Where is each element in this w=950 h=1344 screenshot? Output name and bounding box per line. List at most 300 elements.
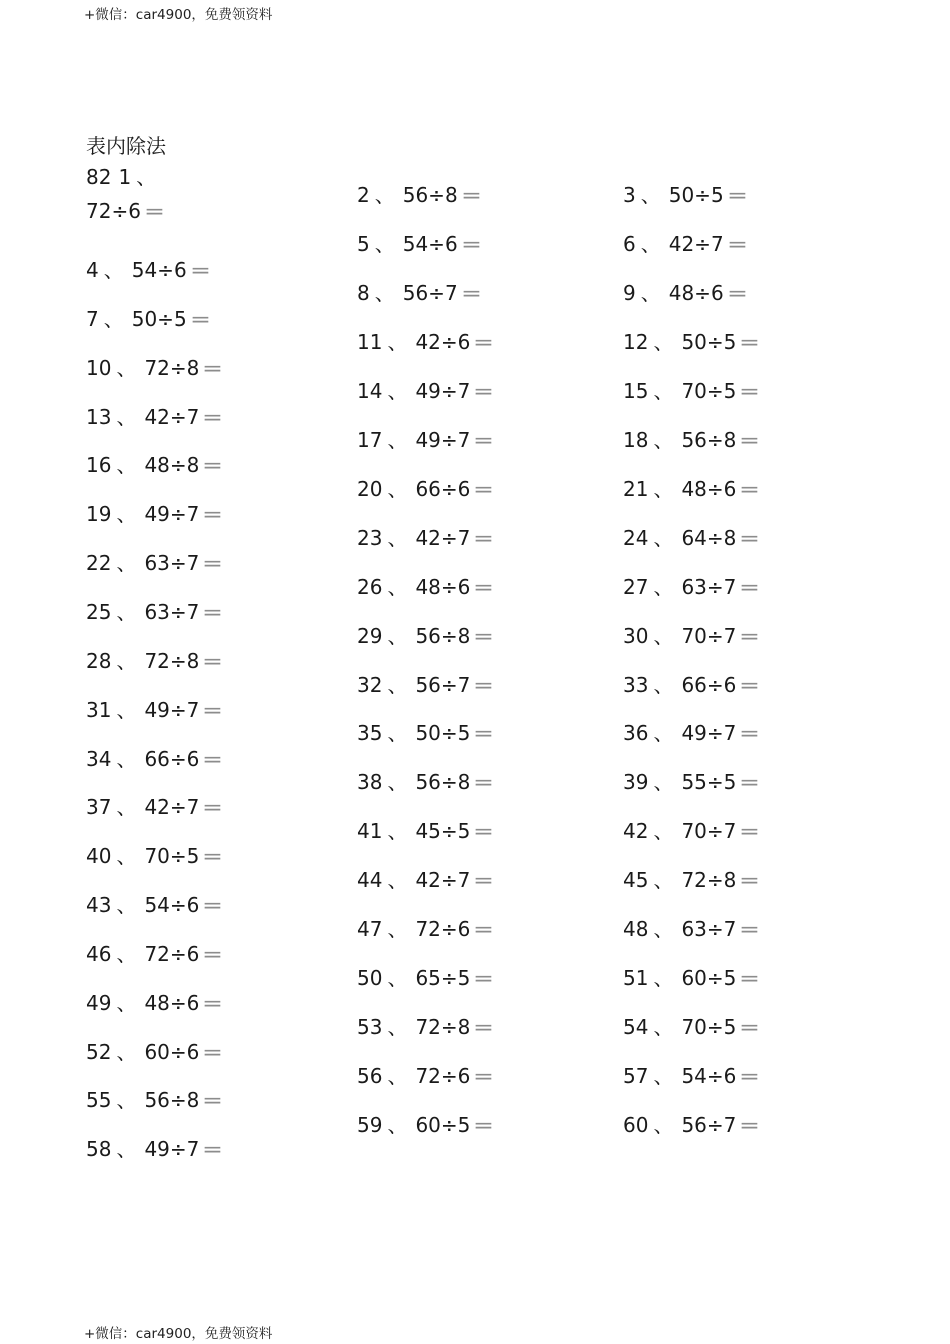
problem-item [357,624,495,648]
problem-expression: 63÷7 [681,917,737,941]
problem-item [86,698,224,722]
problem-index: 52 [86,1040,112,1064]
equals-sign: = [202,1040,224,1064]
equals-sign: = [739,330,761,354]
problem-expression: 48÷6 [415,575,471,599]
ideographic-comma: 、 [116,1040,137,1064]
ideographic-comma: 、 [103,258,124,282]
problem-item [86,844,224,868]
problem-expression: 63÷7 [144,551,200,575]
problem-index: 49 [86,991,112,1015]
problem-index: 30 [623,624,649,648]
problem-item [86,356,224,380]
problem-index: 23 [357,526,383,550]
problem-index: 22 [86,551,112,575]
equals-sign: = [202,747,224,771]
ideographic-comma: 、 [374,183,395,207]
problem-index: 54 [623,1015,649,1039]
equals-sign: = [739,966,761,990]
equals-sign: = [202,991,224,1015]
problem-expression: 72÷8 [415,1015,471,1039]
problem-expression: 50÷5 [415,721,471,745]
ideographic-comma: 、 [387,1064,408,1088]
equals-sign: = [189,307,211,331]
problem-expression: 42÷6 [415,330,471,354]
ideographic-comma: 、 [653,770,674,794]
equals-sign: = [473,330,495,354]
equals-sign: = [473,477,495,501]
problem-expression: 49÷7 [415,379,471,403]
problem-expression: 42÷7 [144,795,200,819]
problem-expression: 54÷6 [131,258,187,282]
equals-sign: = [473,966,495,990]
equals-sign: = [739,428,761,452]
ideographic-comma: 、 [387,428,408,452]
problem-expression: 56÷7 [402,281,458,305]
ideographic-comma: 、 [387,477,408,501]
problem-expression: 50÷5 [131,307,187,331]
problem-index: 42 [623,819,649,843]
ideographic-comma: 、 [387,721,408,745]
problem-item [86,942,224,966]
equals-sign: = [739,1015,761,1039]
equals-sign: = [460,232,482,256]
problem-index: 3 [623,183,636,207]
problem-item [357,1064,495,1088]
problem-item [357,428,495,452]
ideographic-comma: 、 [116,453,137,477]
problem-expression: 70÷5 [681,1015,737,1039]
problem-expression: 70÷5 [681,379,737,403]
ideographic-comma: 、 [640,183,661,207]
problem-index: 29 [357,624,383,648]
problem-index: 45 [623,868,649,892]
problem-item [86,405,224,429]
problem-expression: 54÷6 [144,893,200,917]
ideographic-comma: 、 [653,673,674,697]
problem-item [86,1137,224,1161]
problem-index: 60 [623,1113,649,1137]
problem-index: 35 [357,721,383,745]
problem-expression: 60÷6 [144,1040,200,1064]
ideographic-comma: 、 [387,868,408,892]
ideographic-comma: 、 [116,649,137,673]
problem-index: 59 [357,1113,383,1137]
ideographic-comma: 、 [653,721,674,745]
problem-index: 44 [357,868,383,892]
problem-index: 50 [357,966,383,990]
ideographic-comma: 、 [116,356,137,380]
problem-index: 14 [357,379,383,403]
problem-item [86,747,224,771]
problem-item [357,183,482,207]
problem-expression: 72÷8 [144,649,200,673]
equals-sign: = [202,942,224,966]
problem-expression: 42÷7 [415,526,471,550]
ideographic-comma: 、 [374,281,395,305]
problem-expression: 49÷7 [144,698,200,722]
problem-index: 2 [357,183,370,207]
problem-expression: 56÷8 [144,1088,200,1112]
equals-sign: = [726,281,748,305]
problem-index: 47 [357,917,383,941]
problem-expression: 66÷6 [144,747,200,771]
problem-expression: 60÷5 [681,966,737,990]
ideographic-comma: 、 [387,1015,408,1039]
equals-sign: = [202,698,224,722]
problem-expression: 42÷7 [668,232,724,256]
problem-index: 11 [357,330,383,354]
problem-expression: 72÷8 [144,356,200,380]
problem-index: 24 [623,526,649,550]
problem-index: 4 [86,258,99,282]
problem-expression: 49÷7 [681,721,737,745]
problem-index: 46 [86,942,112,966]
problem-index: 43 [86,893,112,917]
equals-sign: = [473,575,495,599]
problem-expression: 48÷6 [668,281,724,305]
equals-sign: = [739,1064,761,1088]
problem-index: 5 [357,232,370,256]
problem-index: 27 [623,575,649,599]
problem-index: 36 [623,721,649,745]
problem-item [86,649,224,673]
ideographic-comma: 、 [653,1113,674,1137]
equals-sign: = [473,1064,495,1088]
ideographic-comma: 、 [653,526,674,550]
problem-expression: 50÷5 [681,330,737,354]
problem-index: 17 [357,428,383,452]
problem-item [357,330,495,354]
ideographic-comma: 、 [387,624,408,648]
problem-item [86,991,224,1015]
problem-expression: 70÷5 [144,844,200,868]
ideographic-comma: 、 [116,893,137,917]
problem-item [623,379,761,403]
problem-item [357,868,495,892]
problem-index: 48 [623,917,649,941]
ideographic-comma: 、 [103,307,124,331]
problem-expression: 70÷7 [681,819,737,843]
problem-item [623,281,748,305]
problem-expression: 56÷7 [681,1113,737,1137]
equals-sign: = [739,624,761,648]
equals-sign: = [726,232,748,256]
problem-item [357,673,495,697]
ideographic-comma: 、 [116,502,137,526]
ideographic-comma: 、 [640,232,661,256]
problem-index: 51 [623,966,649,990]
equals-sign: = [202,405,224,429]
ideographic-comma: 、 [387,526,408,550]
problem-item [86,551,224,575]
equals-sign: = [473,526,495,550]
ideographic-comma: 、 [374,232,395,256]
equals-sign: = [739,868,761,892]
problem-item [623,183,748,207]
problem-expression: 48÷6 [681,477,737,501]
equals-sign: = [473,379,495,403]
problem-index: 15 [623,379,649,403]
problem-expression: 63÷7 [144,600,200,624]
problem-item [623,868,761,892]
equals-sign: = [739,575,761,599]
problem-item [623,428,761,452]
problem-index: 6 [623,232,636,256]
problem-item [86,893,224,917]
problem-expression: 56÷8 [402,183,458,207]
equals-sign: = [739,917,761,941]
ideographic-comma: 、 [387,819,408,843]
header-watermark: +微信：car4900，免费领资料 [84,7,273,23]
problem-index: 10 [86,356,112,380]
problem-expression: 66÷6 [415,477,471,501]
problem-expression: 54÷6 [681,1064,737,1088]
equals-sign: = [202,844,224,868]
problem-index: 53 [357,1015,383,1039]
problem-item [623,526,761,550]
problem-expression: 56÷8 [415,770,471,794]
ideographic-comma: 、 [116,747,137,771]
problem-item [623,575,761,599]
equals-sign: = [739,379,761,403]
ideographic-comma: 、 [653,1015,674,1039]
problem-index: 20 [357,477,383,501]
problem-item [357,526,495,550]
problem-expression: 45÷5 [415,819,471,843]
problem-expression: 49÷7 [144,502,200,526]
problem-expression: 64÷8 [681,526,737,550]
problem-index: 39 [623,770,649,794]
problem-expression: 54÷6 [402,232,458,256]
problem-item [86,453,224,477]
problem-expression: 55÷5 [681,770,737,794]
problem-item [623,673,761,697]
problem-index: 28 [86,649,112,673]
equals-sign: = [473,721,495,745]
equals-sign: = [739,526,761,550]
problem-expression: 48÷6 [144,991,200,1015]
problem-item [86,502,224,526]
problem-index: 13 [86,405,112,429]
equals-sign: = [473,770,495,794]
problem-index: 56 [357,1064,383,1088]
problem-item [623,770,761,794]
problem-index: 55 [86,1088,112,1112]
ideographic-comma: 、 [387,917,408,941]
ideographic-comma: 、 [387,673,408,697]
equals-sign: = [202,600,224,624]
equals-sign: = [739,1113,761,1137]
ideographic-comma: 、 [653,477,674,501]
equals-sign: = [460,183,482,207]
equals-sign: = [739,477,761,501]
ideographic-comma: 、 [653,575,674,599]
equals-sign: = [726,183,748,207]
ideographic-comma: 、 [387,770,408,794]
ideographic-comma: 、 [387,575,408,599]
equals-sign: = [473,819,495,843]
problem-expression: 72÷6 [144,942,200,966]
problem-index: 32 [357,673,383,697]
problem-item [357,819,495,843]
ideographic-comma: 、 [653,917,674,941]
problem-index: 9 [623,281,636,305]
problem-item [623,721,761,745]
ideographic-comma: 、 [387,966,408,990]
ideographic-comma: 、 [653,624,674,648]
problem-item [357,575,495,599]
problem-item [357,1015,495,1039]
problem-item [357,281,482,305]
problem-index: 26 [357,575,383,599]
equals-sign: = [739,721,761,745]
ideographic-comma: 、 [116,844,137,868]
problem-expression: 56÷7 [415,673,471,697]
ideographic-comma: 、 [387,1113,408,1137]
problem-item [86,307,211,331]
problem-index: 18 [623,428,649,452]
problem-expression: 56÷8 [681,428,737,452]
equals-sign: = [473,1015,495,1039]
equals-sign: = [143,199,165,223]
ideographic-comma: 、 [116,942,137,966]
ideographic-comma: 、 [116,1088,137,1112]
problem-index: 34 [86,747,112,771]
problem-index: 37 [86,795,112,819]
ideographic-comma: 、 [653,330,674,354]
ideographic-comma: 、 [116,405,137,429]
problem-expression: 56÷8 [415,624,471,648]
problem-index: 33 [623,673,649,697]
ideographic-comma: 、 [136,165,157,189]
equals-sign: = [473,624,495,648]
problem-expression: 42÷7 [415,868,471,892]
problem-expression: 72÷8 [681,868,737,892]
page-title: 表内除法 [86,134,166,158]
problem-index: 19 [86,502,112,526]
problem-expression: 65÷5 [415,966,471,990]
problem-item [86,1088,224,1112]
first-problem-line1 [86,165,164,189]
problem-item [357,721,495,745]
problem-item [357,917,495,941]
problem-item [623,966,761,990]
ideographic-comma: 、 [653,868,674,892]
equals-sign: = [473,1113,495,1137]
equals-sign: = [739,673,761,697]
equals-sign: = [202,502,224,526]
problem-expression: 63÷7 [681,575,737,599]
problem-expression: 72÷6 [415,917,471,941]
worksheet-number: 82 [86,165,112,189]
problem-item [86,600,224,624]
problem-item [623,1064,761,1088]
equals-sign: = [473,428,495,452]
problem-index: 16 [86,453,112,477]
equals-sign: = [473,673,495,697]
ideographic-comma: 、 [116,1137,137,1161]
problem-item [86,1040,224,1064]
ideographic-comma: 、 [387,379,408,403]
ideographic-comma: 、 [653,1064,674,1088]
ideographic-comma: 、 [653,428,674,452]
problem-index: 8 [357,281,370,305]
equals-sign: = [202,649,224,673]
problem-expression: 50÷5 [668,183,724,207]
equals-sign: = [202,356,224,380]
ideographic-comma: 、 [116,795,137,819]
ideographic-comma: 、 [387,330,408,354]
problem-index: 1 [118,165,132,189]
problem-expression: 72÷6 [415,1064,471,1088]
ideographic-comma: 、 [116,991,137,1015]
problem-item [357,966,495,990]
problem-expression: 70÷7 [681,624,737,648]
problem-item [623,1015,761,1039]
ideographic-comma: 、 [640,281,661,305]
problem-item [357,770,495,794]
ideographic-comma: 、 [116,551,137,575]
equals-sign: = [202,1088,224,1112]
problem-item [623,1113,761,1137]
problem-item [623,477,761,501]
problem-index: 25 [86,600,112,624]
first-problem-line2 [86,199,165,223]
ideographic-comma: 、 [653,379,674,403]
problem-item [357,379,495,403]
problem-expression: 49÷7 [415,428,471,452]
problem-expression: 66÷6 [681,673,737,697]
equals-sign: = [473,868,495,892]
problem-item [623,917,761,941]
problem-index: 7 [86,307,99,331]
problem-item [86,258,211,282]
problem-item [357,477,495,501]
equals-sign: = [460,281,482,305]
equals-sign: = [202,795,224,819]
problem-item [623,819,761,843]
ideographic-comma: 、 [653,819,674,843]
problem-item [623,330,761,354]
problem-expression: 49÷7 [144,1137,200,1161]
problem-index: 41 [357,819,383,843]
equals-sign: = [473,917,495,941]
problem-expression: 42÷7 [144,405,200,429]
problem-item [86,795,224,819]
problem-item [357,232,482,256]
problem-index: 38 [357,770,383,794]
problem-expression: 60÷5 [415,1113,471,1137]
ideographic-comma: 、 [653,966,674,990]
problem-expression: 72÷6 [86,199,141,223]
equals-sign: = [202,1137,224,1161]
footer-watermark: +微信：car4900，免费领资料 [84,1326,273,1342]
problem-index: 57 [623,1064,649,1088]
problem-index: 12 [623,330,649,354]
problem-item [623,232,748,256]
equals-sign: = [202,453,224,477]
problem-expression: 48÷8 [144,453,200,477]
problem-index: 40 [86,844,112,868]
ideographic-comma: 、 [116,600,137,624]
equals-sign: = [739,770,761,794]
equals-sign: = [739,819,761,843]
ideographic-comma: 、 [116,698,137,722]
equals-sign: = [189,258,211,282]
problem-item [357,1113,495,1137]
equals-sign: = [202,893,224,917]
